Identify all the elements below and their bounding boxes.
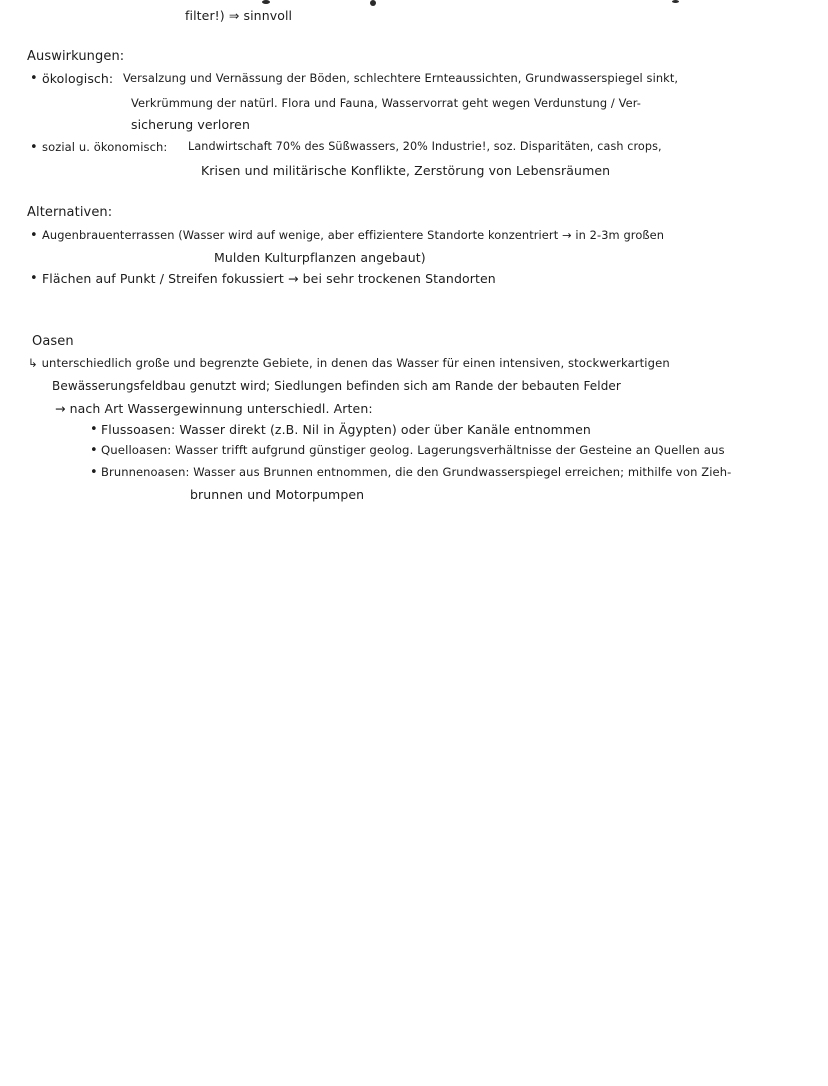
bullet-dot: •: [90, 422, 98, 437]
impact-ecological-line: sicherung verloren: [131, 117, 250, 132]
heading-auswirkungen: Auswirkungen:: [27, 49, 125, 64]
bullet-dot: •: [90, 465, 98, 480]
impact-social-line: Landwirtschaft 70% des Süßwassers, 20% Industrie!, soz. Disparitäten, cash crops,: [188, 140, 662, 153]
heading-alternativen: Alternativen:: [27, 205, 113, 220]
bullet-dot: •: [30, 228, 38, 243]
bullet-dot: •: [30, 140, 38, 155]
alternative-line: Flächen auf Punkt / Streifen fokussiert → bei sehr trockenen Standorten: [42, 271, 496, 286]
cut-off-stroke: [262, 0, 270, 4]
impact-social-line: Krisen und militärische Konflikte, Zerstörung von Lebensräumen: [201, 163, 611, 178]
oasen-intro-line: ↳ unterschiedlich große und begrenzte Gebiete, in denen das Wasser für einen intensiven, stockwerkartigen: [28, 356, 670, 370]
bullet-dot: •: [30, 71, 38, 86]
cut-off-stroke: [672, 0, 679, 3]
impact-ecological-line: Verkrümmung der natürl. Flora und Fauna, Wasservorrat geht wegen Verdunstung / Ver-: [131, 96, 641, 110]
oasen-type-line: Brunnenoasen: Wasser aus Brunnen entnommen, die den Grundwasserspiegel erreichen; mithilfe von Zieh-: [101, 465, 732, 479]
impact-ecological-line: Versalzung und Vernässung der Böden, schlechtere Ernteaussichten, Grundwasserspiegel sinkt,: [123, 71, 679, 85]
bullet-dot: •: [90, 443, 98, 458]
alternative-line: Mulden Kulturpflanzen angebaut): [214, 250, 426, 265]
cut-off-stroke: [370, 0, 376, 6]
impact-label-ecological: ökologisch:: [42, 71, 114, 86]
oasen-intro-line: Bewässerungsfeldbau genutzt wird; Siedlungen befinden sich am Rande der bebauten Felder: [52, 379, 621, 393]
oasen-type-line: Quelloasen: Wasser trifft aufgrund günstiger geolog. Lagerungsverhältnisse der Gesteine an Quellen aus: [101, 443, 725, 457]
alternative-line: Augenbrauenterrassen (Wasser wird auf wenige, aber effizientere Standorte konzentriert → in 2-3m großen: [42, 228, 665, 242]
oasen-type-line: brunnen und Motorpumpen: [190, 487, 365, 502]
bullet-dot: •: [30, 271, 38, 286]
oasen-intro-line: → nach Art Wassergewinnung unterschiedl. Arten:: [55, 401, 373, 416]
top-fragment: filter!) ⇒ sinnvoll: [185, 8, 293, 23]
heading-oasen: Oasen: [32, 334, 74, 349]
impact-label-social-economic: sozial u. ökonomisch:: [42, 140, 168, 154]
oasen-type-line: Flussoasen: Wasser direkt (z.B. Nil in Ägypten) oder über Kanäle entnommen: [101, 422, 591, 437]
